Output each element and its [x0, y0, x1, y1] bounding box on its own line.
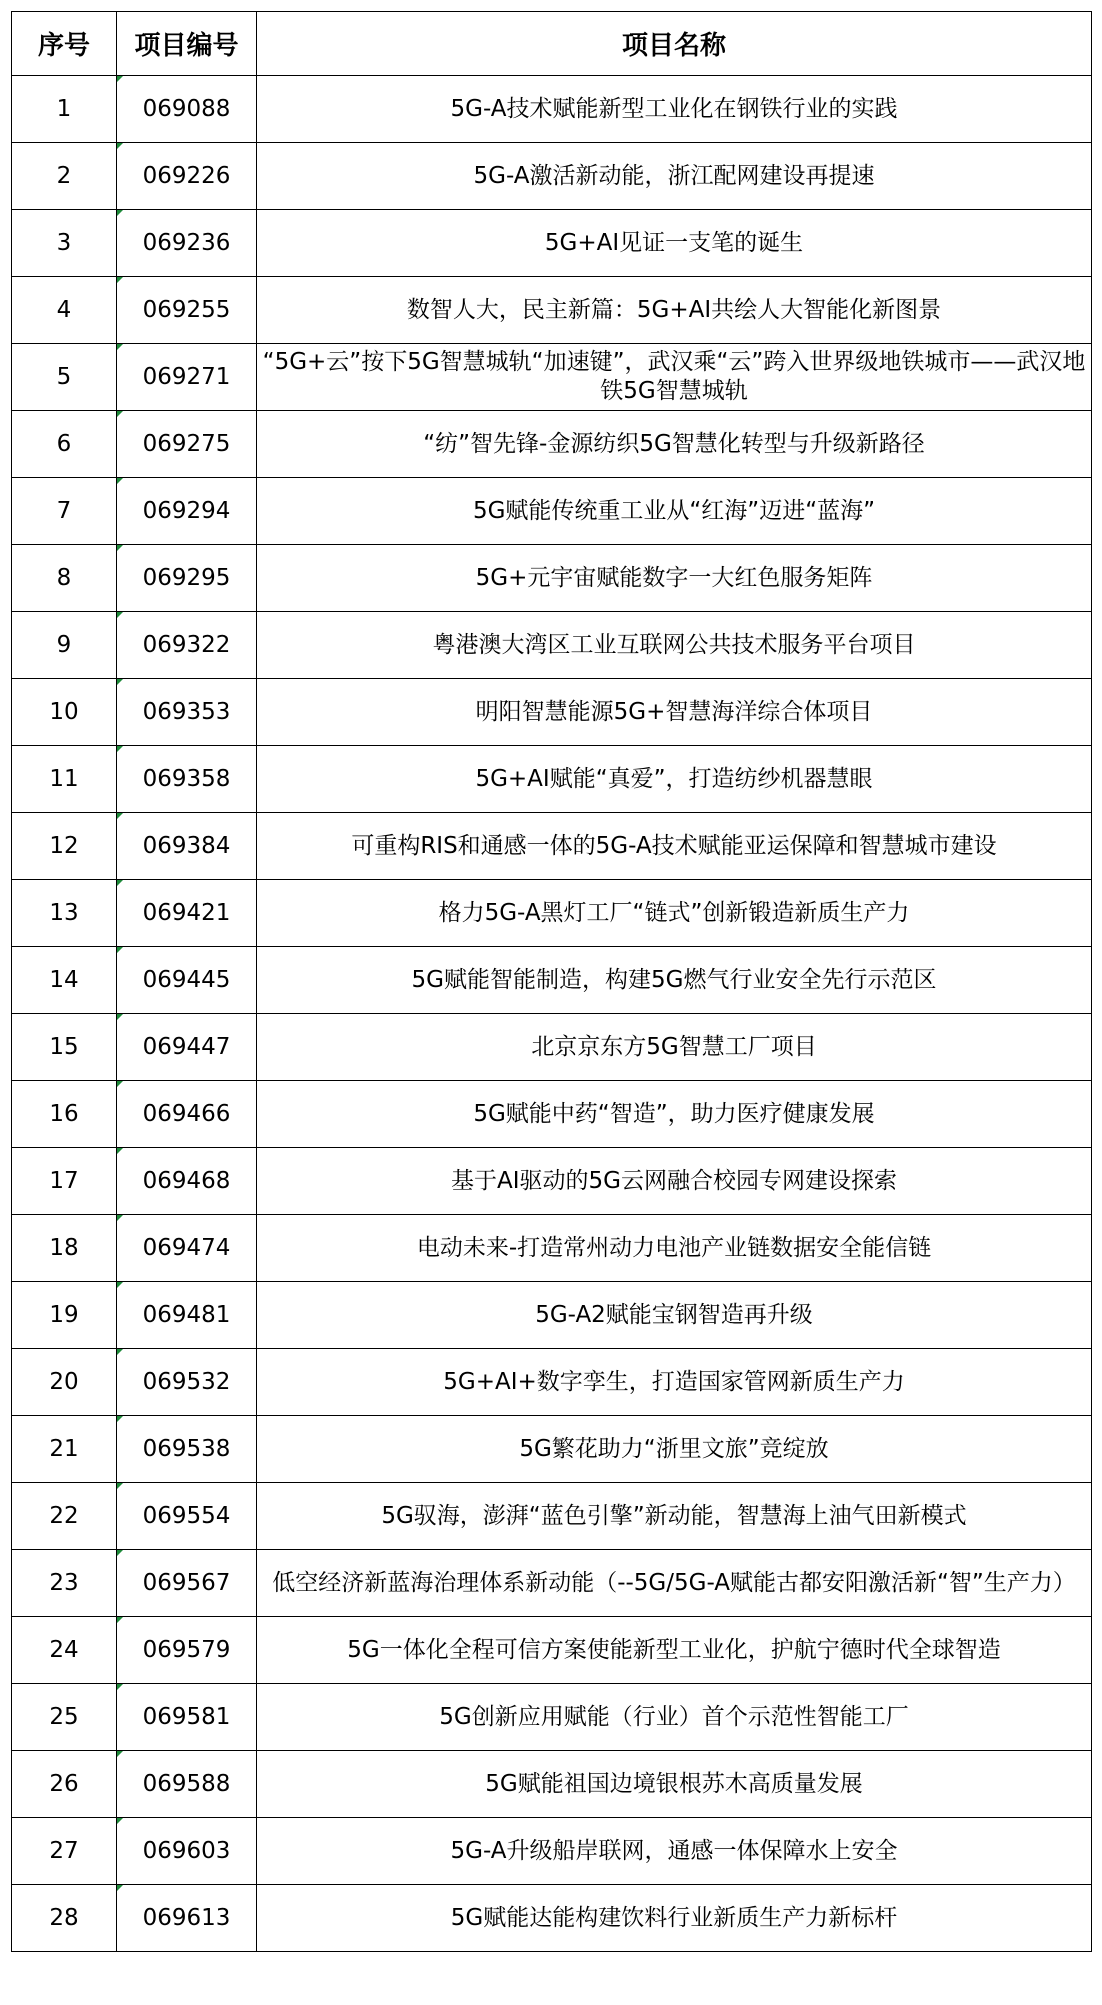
- row-project-name: 5G+元宇宙赋能数字一大红色服务矩阵: [257, 545, 1092, 612]
- table-row: [12, 1081, 1092, 1148]
- row-project-name: 基于AI驱动的5G云网融合校园专网建设探索: [257, 1148, 1092, 1215]
- row-index: 19: [12, 1282, 117, 1349]
- table-row: [12, 143, 1092, 210]
- row-index: 23: [12, 1550, 117, 1617]
- row-index: 11: [12, 746, 117, 813]
- row-index: 26: [12, 1751, 117, 1818]
- table-row: [12, 277, 1092, 344]
- row-index: 12: [12, 813, 117, 880]
- row-project-name: 数智人大，民主新篇：5G+AI共绘人大智能化新图景: [257, 277, 1092, 344]
- row-project-name: 5G-A激活新动能，浙江配网建设再提速: [257, 143, 1092, 210]
- row-index: 3: [12, 210, 117, 277]
- row-index: 17: [12, 1148, 117, 1215]
- table-row: [12, 1684, 1092, 1751]
- row-project-code: 069613: [117, 1885, 257, 1952]
- row-project-code: 069271: [117, 344, 257, 411]
- row-project-code: 069588: [117, 1751, 257, 1818]
- row-index: 13: [12, 880, 117, 947]
- row-index: 1: [12, 76, 117, 143]
- row-project-name: “纺”智先锋-金源纺织5G智慧化转型与升级新路径: [257, 411, 1092, 478]
- row-project-name: 5G赋能达能构建饮料行业新质生产力新标杆: [257, 1885, 1092, 1952]
- table-row: [12, 679, 1092, 746]
- row-project-name: 5G-A升级船岸联网，通感一体保障水上安全: [257, 1818, 1092, 1885]
- row-project-name: 可重构RIS和通感一体的5G-A技术赋能亚运保障和智慧城市建设: [257, 813, 1092, 880]
- row-index: 5: [12, 344, 117, 411]
- row-project-code: 069466: [117, 1081, 257, 1148]
- row-index: 2: [12, 143, 117, 210]
- row-project-name: 5G赋能中药“智造”，助力医疗健康发展: [257, 1081, 1092, 1148]
- row-project-name: 粤港澳大湾区工业互联网公共技术服务平台项目: [257, 612, 1092, 679]
- table-row: [12, 76, 1092, 143]
- row-project-name: 明阳智慧能源5G+智慧海洋综合体项目: [257, 679, 1092, 746]
- table-row: [12, 210, 1092, 277]
- project-list-document: [11, 11, 1092, 1952]
- row-project-code: 069468: [117, 1148, 257, 1215]
- table-row: [12, 1483, 1092, 1550]
- row-project-name: 5G+AI赋能“真爱”，打造纺纱机器慧眼: [257, 746, 1092, 813]
- row-index: 14: [12, 947, 117, 1014]
- row-index: 25: [12, 1684, 117, 1751]
- row-index: 28: [12, 1885, 117, 1952]
- table-header-row: [12, 12, 1092, 76]
- row-project-code: 069554: [117, 1483, 257, 1550]
- row-index: 16: [12, 1081, 117, 1148]
- table-row: [12, 1751, 1092, 1818]
- row-project-name: 5G创新应用赋能（行业）首个示范性智能工厂: [257, 1684, 1092, 1751]
- row-project-code: 069295: [117, 545, 257, 612]
- row-index: 15: [12, 1014, 117, 1081]
- row-project-code: 069358: [117, 746, 257, 813]
- row-project-name: 5G驭海，澎湃“蓝色引擎”新动能，智慧海上油气田新模式: [257, 1483, 1092, 1550]
- row-project-code: 069447: [117, 1014, 257, 1081]
- table-row: [12, 1014, 1092, 1081]
- row-project-code: 069445: [117, 947, 257, 1014]
- row-project-code: 069603: [117, 1818, 257, 1885]
- table-row: [12, 880, 1092, 947]
- row-project-name: 5G赋能祖国边境银根苏木高质量发展: [257, 1751, 1092, 1818]
- row-index: 24: [12, 1617, 117, 1684]
- row-index: 20: [12, 1349, 117, 1416]
- row-project-code: 069322: [117, 612, 257, 679]
- row-project-code: 069567: [117, 1550, 257, 1617]
- table-row: [12, 1550, 1092, 1617]
- table-row: [12, 1818, 1092, 1885]
- table-row: [12, 1617, 1092, 1684]
- row-index: 10: [12, 679, 117, 746]
- row-project-name: 5G一体化全程可信方案使能新型工业化，护航宁德时代全球智造: [257, 1617, 1092, 1684]
- row-project-code: 069481: [117, 1282, 257, 1349]
- row-project-code: 069384: [117, 813, 257, 880]
- header-project-name: 项目名称: [257, 12, 1092, 76]
- row-project-code: 069088: [117, 76, 257, 143]
- table-row: [12, 1148, 1092, 1215]
- row-index: 18: [12, 1215, 117, 1282]
- row-project-code: 069294: [117, 478, 257, 545]
- row-project-name: 5G+AI见证一支笔的诞生: [257, 210, 1092, 277]
- table-row: [12, 545, 1092, 612]
- row-index: 9: [12, 612, 117, 679]
- row-index: 4: [12, 277, 117, 344]
- table-row: [12, 1349, 1092, 1416]
- table-row: [12, 947, 1092, 1014]
- table-row: [12, 344, 1092, 411]
- row-project-name: 电动未来-打造常州动力电池产业链数据安全能信链: [257, 1215, 1092, 1282]
- row-index: 21: [12, 1416, 117, 1483]
- row-index: 27: [12, 1818, 117, 1885]
- table-row: [12, 1416, 1092, 1483]
- row-index: 22: [12, 1483, 117, 1550]
- row-project-code: 069474: [117, 1215, 257, 1282]
- project-table: [11, 11, 1092, 1952]
- row-project-name: 5G-A2赋能宝钢智造再升级: [257, 1282, 1092, 1349]
- row-project-name: “5G+云”按下5G智慧城轨“加速键”，武汉乘“云”跨入世界级地铁城市——武汉地铁5G智慧城轨: [257, 344, 1092, 411]
- table-row: [12, 478, 1092, 545]
- row-project-code: 069226: [117, 143, 257, 210]
- row-project-code: 069581: [117, 1684, 257, 1751]
- row-project-code: 069275: [117, 411, 257, 478]
- table-row: [12, 1282, 1092, 1349]
- table-row: [12, 612, 1092, 679]
- row-index: 6: [12, 411, 117, 478]
- row-index: 7: [12, 478, 117, 545]
- row-project-name: 5G赋能传统重工业从“红海”迈进“蓝海”: [257, 478, 1092, 545]
- table-row: [12, 411, 1092, 478]
- row-project-code: 069421: [117, 880, 257, 947]
- table-row: [12, 746, 1092, 813]
- row-project-code: 069532: [117, 1349, 257, 1416]
- row-project-code: 069538: [117, 1416, 257, 1483]
- row-project-name: 5G-A技术赋能新型工业化在钢铁行业的实践: [257, 76, 1092, 143]
- table-row: [12, 1215, 1092, 1282]
- row-project-name: 5G+AI+数字孪生，打造国家管网新质生产力: [257, 1349, 1092, 1416]
- header-project-code: 项目编号: [117, 12, 257, 76]
- table-row: [12, 813, 1092, 880]
- row-project-code: 069353: [117, 679, 257, 746]
- table-row: [12, 1885, 1092, 1952]
- row-project-name: 5G繁花助力“浙里文旅”竞绽放: [257, 1416, 1092, 1483]
- row-index: 8: [12, 545, 117, 612]
- row-project-code: 069236: [117, 210, 257, 277]
- row-project-name: 低空经济新蓝海治理体系新动能（--5G/5G-A赋能古都安阳激活新“智”生产力）: [257, 1550, 1092, 1617]
- row-project-name: 5G赋能智能制造，构建5G燃气行业安全先行示范区: [257, 947, 1092, 1014]
- row-project-name: 北京京东方5G智慧工厂项目: [257, 1014, 1092, 1081]
- row-project-code: 069255: [117, 277, 257, 344]
- row-project-code: 069579: [117, 1617, 257, 1684]
- row-project-name: 格力5G-A黑灯工厂“链式”创新锻造新质生产力: [257, 880, 1092, 947]
- header-index: 序号: [12, 12, 117, 76]
